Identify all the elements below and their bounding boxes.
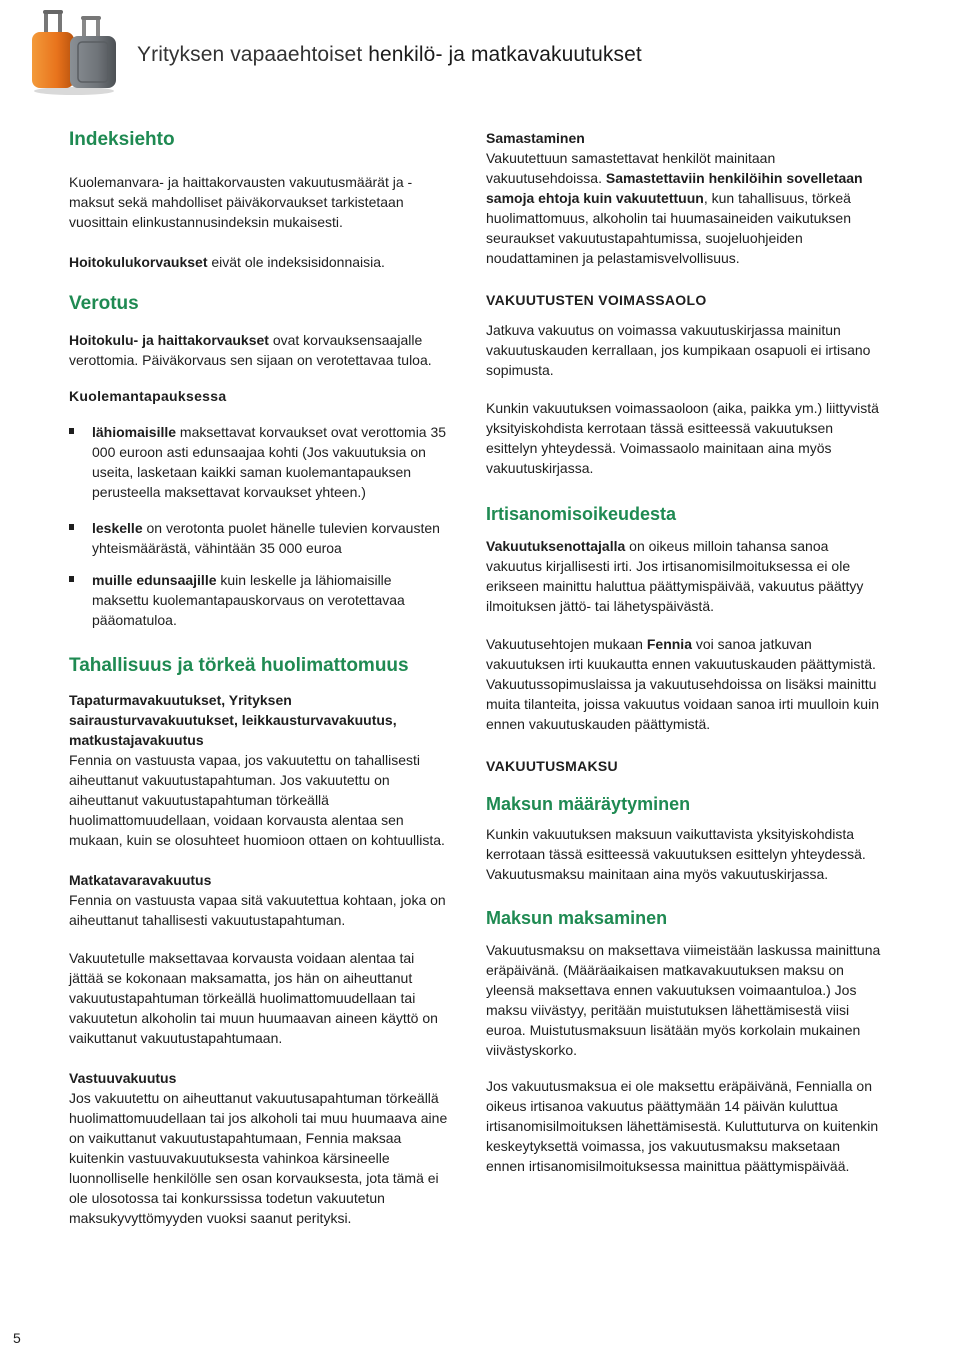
heading-vakuutusmaksu: VAKUUTUSMAKSU (486, 758, 618, 774)
paragraph-voimassaolo-2: Kunkin vakuutuksen voimassaoloon (aika, paikka ym.) liittyvistä yksityiskohdista kerrotaan tässä esitteessä vakuutuksen esittelyn yhteydessä. Voimassaolo mainitaan aina myös vakuutuskirjassa. (486, 400, 879, 476)
heading-irtisanomisoikeudesta: Irtisanomisoikeudesta (486, 504, 677, 524)
text-bold: Vakuutuksenottajalla (486, 538, 626, 554)
right-column (486, 128, 881, 1176)
paragraph-verotus (69, 330, 449, 370)
subheading-vastuu: Vastuuvakuutus (69, 1070, 177, 1086)
paragraph-maksaminen-2: Jos vakuutusmaksua ei ole maksettu eräpäivänä, Fennialla on oikeus irtisanoa vakuutus päättymään 14 päivän kuluttua irtisanomisilmoituksen lähettämisestä. Kuluttuturva on kuitenkin keskeytyksettä voimassa, jos vakuutusmaksu maksetaan ennen irtisanomisilmoituksessa mainittua päättymispäivää. (486, 1078, 879, 1174)
subheading-samastaminen: Samastaminen (486, 130, 585, 146)
subheading-matkatavara: Matkatavaravakuutus (69, 872, 212, 888)
text: on oikeus milloin tahansa sanoa vakuutus kirjallisesti irti. Jos irtisanomisilmoituksessa ei ole erikseen mainittu haluttua päättymispäivää, vakuutus päättyy ilmoituksen jättö- tai lähetyspäivästä. (486, 538, 864, 614)
heading-maksun-maksaminen: Maksun maksaminen (486, 908, 668, 928)
heading-indeksiehto: Indeksiehto (69, 129, 175, 150)
paragraph-tapaturma: Fennia on vastuusta vapaa, jos vakuutettu on tahallisesti aiheuttanut vakuutustapahtuman. Jos vakuutettu on aiheuttanut vakuutustapahtuman törkeällä huolimattomuudellaan, voidaan korvausta alentaa sen mukaan, kuin se olosuhteet huomioon ottaen on kohtuullista. (69, 752, 445, 848)
paragraph-irtisanomis-1 (486, 536, 881, 616)
heading-verotus: Verotus (69, 293, 139, 314)
text-bold: Hoitokulu- ja haittakorvaukset (69, 332, 269, 348)
paragraph-irtisanomis-2 (486, 634, 881, 734)
paragraph-samastaminen (486, 148, 881, 268)
paragraph-vastuu: Jos vakuutettu on aiheuttanut vakuutusapahtuman törkeällä huolimattomuudellaan tai jos alkoholi tai muu huumaava aine on vaikuttanut vakuutustapahtumaan, Fennia maksaa kuitenkin vastuuvakuutuksesta vahinkoa kärsineelle luonnolliselle henkilölle sen osan korvauksesta, jota tämä ei ole ulosotossa tai konkurssissa todetun vakuutetun maksukyvyttömyyden vuoksi saanut perityksi. (69, 1090, 448, 1226)
text-bold: Hoitokulukorvaukset (69, 254, 208, 270)
list-item (69, 422, 449, 502)
text-bold: muille edunsaajille (92, 572, 217, 588)
text-bold: Samastettaviin henkilöihin sovelletaan samoja ehtoja kuin vakuutettuun (486, 170, 863, 206)
paragraph-matkatavara-1: Fennia on vastuusta vapaa sitä vakuutettua kohtaan, joka on aiheuttanut tahallisesti vakuutustapahtuman. (69, 892, 446, 928)
text-bold: Fennia (646, 636, 692, 652)
heading-voimassaolo: VAKUUTUSTEN VOIMASSAOLO (486, 292, 707, 308)
header-title-light: Yrityksen vapaaehtoiset (137, 43, 363, 66)
heading-tahallisuus: Tahallisuus ja törkeä huolimattomuus (69, 655, 409, 676)
list-item (69, 518, 449, 558)
paragraph-maksaminen-1: Vakuutusmaksu on maksettava viimeistään laskussa mainittuna eräpäivänä. (Määräaikaisen matkavakuutuksen maksu on yleensä maksettava ennen vakuutuksen voimaantuloa.) Jos maksu viivästyy, peritään muistutuksen lähettämisestä viisi euroa. Muistutusmaksuun lisätään myös korkolain mukainen viivästyskorko. (486, 942, 881, 1058)
heading-maksun-maaraytyminen: Maksun määräytyminen (486, 794, 691, 814)
text-bold: leskelle (92, 520, 143, 536)
subheading-tapaturma: Tapaturmavakuutukset, Yrityksen sairausturvavakuutukset, leikkausturvavakuutus, matkustajavakuutus (69, 692, 397, 748)
text: maksettavat korvaukset ovat verottomia 35 000 euroon asti edunsaajaa kohti (Jos vakuutuksia on useita, lasketaan kaikki saman kuolemantapauksen perusteella maksettavat korvaukset yhteen.) (92, 424, 447, 500)
text: voi sanoa jatkuvan vakuutuksen irti kuukautta ennen vakuutuskauden päättymistä. Vakuutussopimuslaissa ja vakuutusehdoissa on lisäksi mainittu muita tilanteita, joissa vakuutus voidaan sanoa irti muulloin kuin ennen vakuutuskauden päättymistä. (486, 636, 879, 732)
page-number: 5 (13, 1330, 21, 1346)
text: Vakuutettuun samastettavat henkilöt mainitaan vakuutusehdoissa. (486, 150, 776, 186)
text-bold: lähiomaisille (92, 424, 177, 440)
text: , kun tahallisuus, törkeä huolimattomuus, alkoholin tai huumasaineiden vaikutuksen seuraukset vakuutustapahtumissa, suojeluohjeiden noudattaminen ja pelastamisvelvollisuus. (486, 190, 851, 266)
paragraph-maaraytyminen: Kunkin vakuutuksen maksuun vaikuttavista yksityiskohdista kerrotaan tässä esitteessä vakuutuksen esittelyn yhteydessä. Vakuutusmaksu mainitaan aina myös vakuutuskirjassa. (486, 826, 866, 882)
paragraph-voimassaolo-1: Jatkuva vakuutus on voimassa vakuutuskirjassa mainitun vakuutuskauden kerrallaan, jos kumpikaan osapuoli ei irtisano sopimusta. (486, 322, 871, 378)
paragraph-matkatavara-2: Vakuutetulle maksettavaa korvausta voidaan alentaa tai jättää se kokonaan maksamatta, jos hän on aiheuttanut vakuutustapahtuman törkeällä huolimattomuudellaan tai vakuutetun alkoholin tai muun huumaavan aineen käyttö on vaikuttanut vakuutustapahtumaan. (69, 950, 438, 1046)
list-item (69, 570, 449, 630)
header-title-bold: henkilö- ja matkavakuutukset (368, 43, 642, 66)
header-title (137, 43, 642, 67)
text: on verotonta puolet hänelle tulevien korvausten yhteismäärästä, vähintään 35 000 euroa (92, 520, 440, 556)
text: ovat korvauksensaajalle verottomia. Päiväkorvaus sen sijaan on verotettavaa tuloa. (69, 332, 432, 368)
page-header (0, 0, 960, 100)
text: eivät ole indeksisidonnaisia. (207, 254, 385, 270)
text: Vakuutusehtojen mukaan (486, 636, 647, 652)
paragraph-indeksiehto: Kuolemanvara- ja haittakorvausten vakuutusmäärät ja -maksut sekä mahdolliset päiväkorvaukset tarkistetaan vuosittain elinkustannusindeksin mukaisesti. (69, 174, 413, 230)
left-column (69, 128, 449, 1228)
luggage-icon (22, 8, 130, 96)
heading-kuolemantapauksessa: Kuolemantapauksessa (69, 388, 227, 404)
paragraph-hoitokulu (69, 252, 449, 272)
text: kuin leskelle ja lähiomaisille maksettu kuolemantapauskorvaus on verotettavaa pääomatuloa. (92, 572, 405, 628)
